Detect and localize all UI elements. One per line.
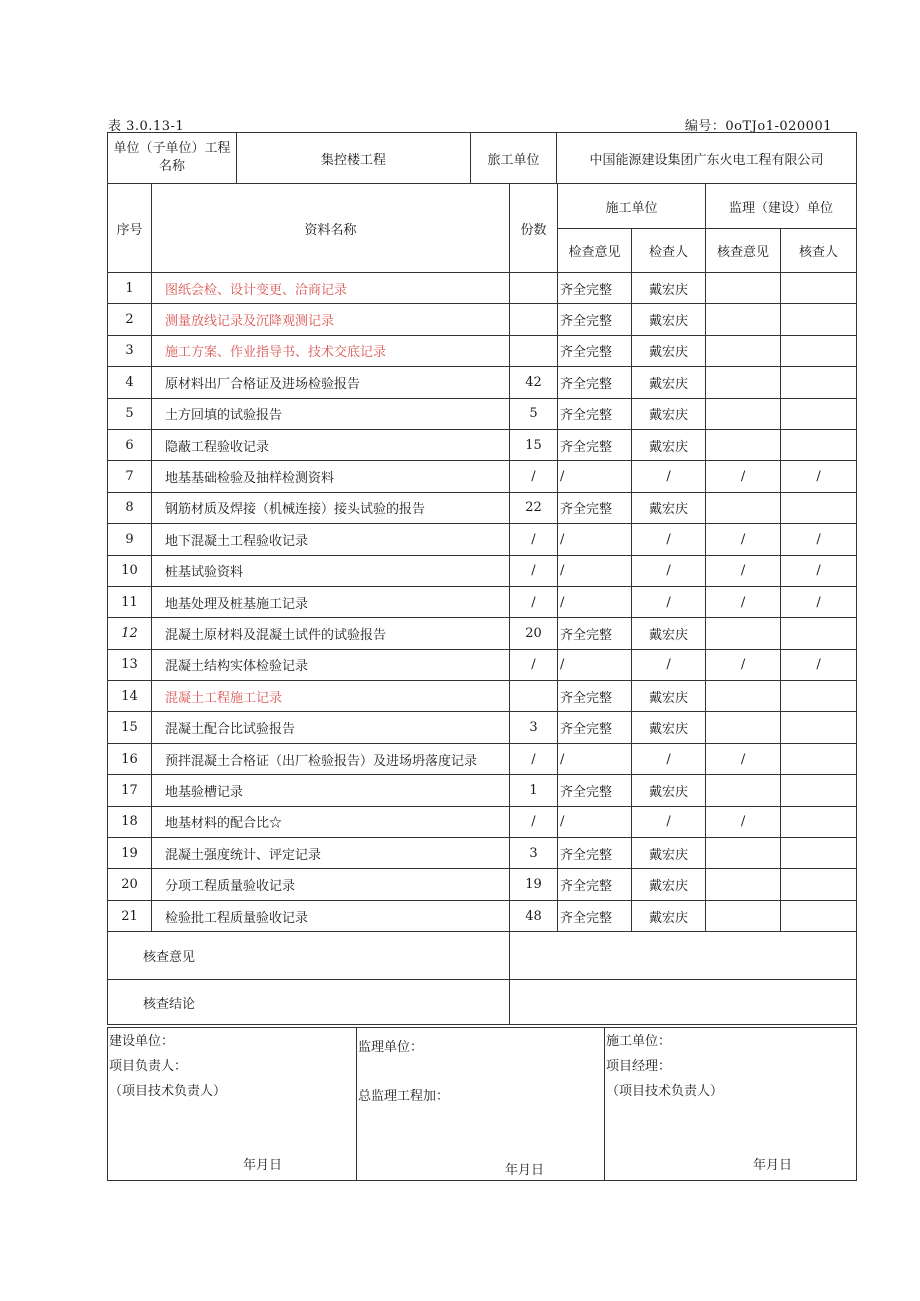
row-checker: 戴宏庆: [632, 712, 706, 743]
table-row: [108, 649, 857, 680]
contractor-unit-label: 施工单位：: [606, 1034, 672, 1049]
row-verify-opinion: [706, 367, 781, 398]
row-checker: /: [632, 555, 706, 586]
form-code: 表 3.0.13-1: [108, 119, 185, 134]
review-conclusion-value[interactable]: [510, 980, 857, 1025]
owner-unit-label: 建设单位：: [109, 1034, 175, 1049]
supervisor-engineer-label: 总监理工程加：: [358, 1089, 450, 1104]
row-copies: /: [510, 461, 558, 492]
row-checker: 戴宏庆: [632, 681, 706, 712]
col-copies: 份数: [510, 184, 558, 273]
row-name: 地基基础检验及抽样检测资料: [152, 461, 510, 492]
row-copies: /: [510, 555, 558, 586]
row-verifier: [781, 304, 857, 335]
supervisor-date: 年月日: [505, 1163, 545, 1178]
records-body: [108, 273, 857, 932]
review-conclusion-label: 核查结论: [108, 980, 510, 1025]
col-supervision-unit: 监理（建设）单位: [706, 184, 857, 229]
row-name: 混凝土工程施工记录: [152, 681, 510, 712]
row-name: 地基验槽记录: [152, 775, 510, 806]
row-seq: 12: [108, 618, 152, 649]
owner-signature-block: [108, 1028, 357, 1181]
row-verify-opinion: /: [706, 586, 781, 617]
row-checker: 戴宏庆: [632, 367, 706, 398]
row-seq: 1: [108, 273, 152, 304]
row-verifier: [781, 806, 857, 837]
project-info-table: [107, 132, 857, 184]
row-verifier: [781, 681, 857, 712]
row-verify-opinion: /: [706, 524, 781, 555]
row-seq: 11: [108, 586, 152, 617]
row-seq: 10: [108, 555, 152, 586]
row-check-opinion: 齐全完整: [558, 838, 632, 869]
unit-name-value: 集控楼工程: [237, 133, 471, 184]
row-verifier: [781, 900, 857, 931]
row-verify-opinion: [706, 429, 781, 460]
row-verify-opinion: [706, 618, 781, 649]
col-verify-opinion: 核查意见: [706, 229, 781, 273]
row-seq: 8: [108, 492, 152, 523]
row-copies: 1: [510, 775, 558, 806]
row-copies: [510, 304, 558, 335]
row-check-opinion: 齐全完整: [558, 900, 632, 931]
row-check-opinion: /: [558, 743, 632, 774]
col-name: 资料名称: [152, 184, 510, 273]
row-verify-opinion: [706, 273, 781, 304]
row-checker: 戴宏庆: [632, 335, 706, 366]
row-verifier: [781, 743, 857, 774]
row-copies: 5: [510, 398, 558, 429]
contractor-signature-block: [605, 1028, 857, 1181]
col-seq: 序号: [108, 184, 152, 273]
row-checker: /: [632, 524, 706, 555]
owner-leader-label: 项目负责人：: [109, 1059, 188, 1074]
row-check-opinion: 齐全完整: [558, 398, 632, 429]
row-seq: 19: [108, 838, 152, 869]
row-checker: 戴宏庆: [632, 273, 706, 304]
row-check-opinion: 齐全完整: [558, 869, 632, 900]
row-checker: 戴宏庆: [632, 900, 706, 931]
row-checker: 戴宏庆: [632, 618, 706, 649]
table-row: [108, 806, 857, 837]
row-check-opinion: /: [558, 649, 632, 680]
review-opinion-label: 核查意见: [108, 932, 510, 980]
row-seq: 20: [108, 869, 152, 900]
contractor-manager-label: 项目经理：: [606, 1059, 672, 1074]
row-verify-opinion: /: [706, 743, 781, 774]
row-verify-opinion: [706, 869, 781, 900]
row-check-opinion: 齐全完整: [558, 335, 632, 366]
row-check-opinion: 齐全完整: [558, 681, 632, 712]
row-copies: /: [510, 806, 558, 837]
table-row: [108, 429, 857, 460]
row-verify-opinion: [706, 398, 781, 429]
row-name: 预拌混凝土合格证（出厂检验报告）及进场坍落度记录: [152, 743, 510, 774]
row-copies: 3: [510, 838, 558, 869]
row-seq: 2: [108, 304, 152, 335]
row-copies: /: [510, 649, 558, 680]
row-verify-opinion: /: [706, 649, 781, 680]
row-verifier: [781, 273, 857, 304]
col-verifier: 核查人: [781, 229, 857, 273]
row-check-opinion: 齐全完整: [558, 775, 632, 806]
row-seq: 16: [108, 743, 152, 774]
row-name: 施工方案、作业指导书、技术交底记录: [152, 335, 510, 366]
row-name: 混凝土强度统计、评定记录: [152, 838, 510, 869]
table-row: [108, 900, 857, 931]
table-row: [108, 492, 857, 523]
supervisor-signature-block: [357, 1028, 605, 1181]
row-check-opinion: /: [558, 524, 632, 555]
supervisor-unit-label: 监理单位：: [358, 1040, 424, 1055]
signature-table: [107, 1027, 857, 1181]
row-verify-opinion: /: [706, 555, 781, 586]
table-row: [108, 712, 857, 743]
row-verify-opinion: /: [706, 461, 781, 492]
row-name: 分项工程质量验收记录: [152, 869, 510, 900]
table-row: [108, 273, 857, 304]
table-row: [108, 869, 857, 900]
row-copies: 3: [510, 712, 558, 743]
row-checker: 戴宏庆: [632, 775, 706, 806]
contractor-tech-label: （项目技术负责人）: [606, 1084, 724, 1099]
row-check-opinion: 齐全完整: [558, 429, 632, 460]
row-check-opinion: 齐全完整: [558, 273, 632, 304]
row-check-opinion: /: [558, 461, 632, 492]
row-check-opinion: 齐全完整: [558, 492, 632, 523]
row-copies: 15: [510, 429, 558, 460]
row-seq: 21: [108, 900, 152, 931]
row-verify-opinion: [706, 838, 781, 869]
row-verify-opinion: [706, 712, 781, 743]
row-seq: 15: [108, 712, 152, 743]
row-verifier: /: [781, 586, 857, 617]
row-seq: 3: [108, 335, 152, 366]
row-check-opinion: 齐全完整: [558, 712, 632, 743]
table-row: [108, 618, 857, 649]
table-row: [108, 681, 857, 712]
row-seq: 6: [108, 429, 152, 460]
row-name: 地基材料的配合比☆: [152, 806, 510, 837]
row-copies: 42: [510, 367, 558, 398]
table-row: [108, 367, 857, 398]
records-table: [107, 183, 857, 1025]
table-row: [108, 524, 857, 555]
row-verifier: [781, 838, 857, 869]
row-name: 混凝土结构实体检验记录: [152, 649, 510, 680]
row-copies: 48: [510, 900, 558, 931]
row-checker: /: [632, 743, 706, 774]
row-verify-opinion: [706, 900, 781, 931]
row-name: 混凝土配合比试验报告: [152, 712, 510, 743]
row-name: 隐蔽工程验收记录: [152, 429, 510, 460]
row-verifier: [781, 398, 857, 429]
row-seq: 9: [108, 524, 152, 555]
row-seq: 7: [108, 461, 152, 492]
row-verifier: /: [781, 461, 857, 492]
owner-date: 年月日: [243, 1158, 283, 1173]
row-name: 测量放线记录及沉降观测记录: [152, 304, 510, 335]
row-name: 土方回填的试验报告: [152, 398, 510, 429]
row-verify-opinion: /: [706, 806, 781, 837]
row-verifier: [781, 335, 857, 366]
row-seq: 14: [108, 681, 152, 712]
table-row: [108, 335, 857, 366]
row-verify-opinion: [706, 335, 781, 366]
row-verify-opinion: [706, 775, 781, 806]
row-name: 地下混凝土工程验收记录: [152, 524, 510, 555]
row-checker: 戴宏庆: [632, 492, 706, 523]
row-verify-opinion: [706, 681, 781, 712]
table-row: [108, 743, 857, 774]
row-name: 桩基试验资料: [152, 555, 510, 586]
row-verifier: /: [781, 524, 857, 555]
row-name: 地基处理及桩基施工记录: [152, 586, 510, 617]
row-verifier: [781, 618, 857, 649]
row-checker: 戴宏庆: [632, 429, 706, 460]
row-copies: 20: [510, 618, 558, 649]
row-name: 检验批工程质量验收记录: [152, 900, 510, 931]
row-copies: 19: [510, 869, 558, 900]
col-checker: 检查人: [632, 229, 706, 273]
row-verifier: /: [781, 649, 857, 680]
row-seq: 17: [108, 775, 152, 806]
table-row: [108, 398, 857, 429]
row-checker: 戴宏庆: [632, 304, 706, 335]
row-check-opinion: /: [558, 555, 632, 586]
table-row: [108, 555, 857, 586]
table-row: [108, 461, 857, 492]
row-verifier: [781, 775, 857, 806]
col-check-opinion: 检查意见: [558, 229, 632, 273]
row-name: 原材料出厂合格证及进场检验报告: [152, 367, 510, 398]
row-checker: 戴宏庆: [632, 838, 706, 869]
owner-tech-label: （项目技术负责人）: [109, 1084, 227, 1099]
row-copies: /: [510, 524, 558, 555]
row-name: 图纸会检、设计变更、洽商记录: [152, 273, 510, 304]
row-checker: /: [632, 586, 706, 617]
row-name: 钢筋材质及焊接（机械连接）接头试验的报告: [152, 492, 510, 523]
row-copies: [510, 335, 558, 366]
row-verifier: [781, 429, 857, 460]
unit-name-label: 单位（子单位）工程名称: [108, 133, 237, 184]
review-opinion-value[interactable]: [510, 932, 857, 980]
contractor-value: 中国能源建设集团广东火电工程有限公司: [557, 133, 857, 184]
row-name: 混凝土原材料及混凝土试件的试验报告: [152, 618, 510, 649]
contractor-label: 旅工单位: [471, 133, 557, 184]
row-copies: 22: [510, 492, 558, 523]
row-verify-opinion: [706, 304, 781, 335]
row-copies: /: [510, 743, 558, 774]
row-check-opinion: /: [558, 806, 632, 837]
row-checker: 戴宏庆: [632, 869, 706, 900]
row-verifier: [781, 869, 857, 900]
row-verify-opinion: [706, 492, 781, 523]
row-check-opinion: 齐全完整: [558, 367, 632, 398]
row-verifier: [781, 492, 857, 523]
table-row: [108, 304, 857, 335]
table-row: [108, 775, 857, 806]
serial-number: 编号：0oTJo1-020001: [684, 119, 832, 134]
table-row: [108, 838, 857, 869]
row-checker: /: [632, 649, 706, 680]
row-seq: 18: [108, 806, 152, 837]
row-verifier: [781, 712, 857, 743]
row-copies: /: [510, 586, 558, 617]
row-seq: 4: [108, 367, 152, 398]
row-check-opinion: 齐全完整: [558, 304, 632, 335]
row-checker: /: [632, 806, 706, 837]
row-check-opinion: /: [558, 586, 632, 617]
row-check-opinion: 齐全完整: [558, 618, 632, 649]
table-row: [108, 586, 857, 617]
row-checker: 戴宏庆: [632, 398, 706, 429]
row-verifier: /: [781, 555, 857, 586]
row-seq: 13: [108, 649, 152, 680]
row-copies: [510, 273, 558, 304]
row-copies: [510, 681, 558, 712]
col-construction-unit: 施工单位: [558, 184, 706, 229]
row-seq: 5: [108, 398, 152, 429]
row-checker: /: [632, 461, 706, 492]
contractor-date: 年月日: [753, 1158, 793, 1173]
row-verifier: [781, 367, 857, 398]
